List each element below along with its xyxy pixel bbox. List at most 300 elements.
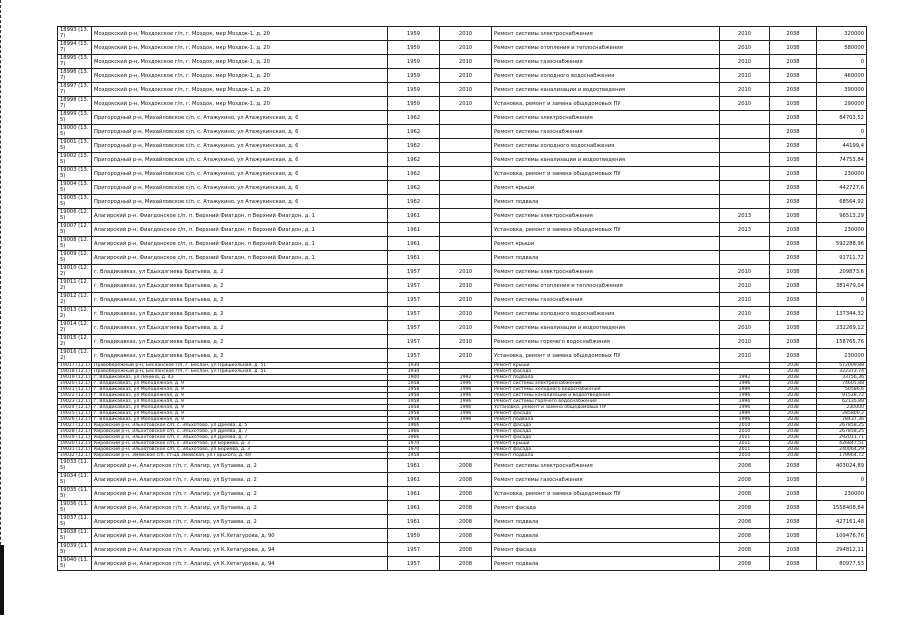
row-end-year: 2038 bbox=[770, 111, 817, 125]
row-year-built: 1957 bbox=[388, 543, 440, 557]
row-year-last-repair: 2008 bbox=[440, 487, 492, 501]
left-dashed-margin bbox=[0, 0, 1, 600]
row-start-year: 2008 bbox=[720, 487, 770, 501]
row-id: 19011 (12.2) bbox=[58, 279, 92, 293]
row-work-type: Ремонт системы электроснабжения bbox=[492, 381, 720, 387]
row-id: 19012 (12.2) bbox=[58, 293, 92, 307]
table-row bbox=[58, 473, 867, 487]
row-id: 19029 (12.1) bbox=[58, 435, 92, 441]
row-end-year: 2038 bbox=[770, 307, 817, 321]
row-year-built: 1966 bbox=[388, 435, 440, 441]
row-year-built: 1961 bbox=[388, 501, 440, 515]
row-year-last-repair bbox=[440, 139, 492, 153]
row-year-built: 1959 bbox=[388, 27, 440, 41]
row-year-built: 1970 bbox=[388, 441, 440, 447]
row-id: 19001 (13.5) bbox=[58, 139, 92, 153]
row-address: Алагирский р-н, Алагирское г/п, г. Алагир, ул Бутаева, д. 2 bbox=[92, 473, 388, 487]
row-start-year: 2008 bbox=[720, 515, 770, 529]
row-end-year: 2038 bbox=[770, 459, 817, 473]
row-start-year: 1996 bbox=[720, 381, 770, 387]
row-address: Кировский р-н, Эльхотовское с/п, с. Эльхотово, ул Бориева, д. 3 bbox=[92, 447, 388, 453]
row-work-type: Установка, ремонт и замена общедомовых ПУ bbox=[492, 349, 720, 363]
row-end-year: 2038 bbox=[770, 139, 817, 153]
row-end-year: 2038 bbox=[770, 423, 817, 429]
row-cost: 44199,4 bbox=[817, 139, 867, 153]
row-year-built: 1962 bbox=[388, 153, 440, 167]
row-id: 19026 (12.1) bbox=[58, 417, 92, 423]
row-end-year: 2038 bbox=[770, 399, 817, 405]
row-cost: 158765,76 bbox=[817, 335, 867, 349]
row-year-built: 1957 bbox=[388, 307, 440, 321]
row-address: Пригородный р-н, Михайловское с/п, с. Атажукино, ул Атажукинская, д. 6 bbox=[92, 195, 388, 209]
row-address: Пригородный р-н, Михайловское с/п, с. Атажукино, ул Атажукинская, д. 6 bbox=[92, 125, 388, 139]
table-row bbox=[58, 251, 867, 265]
row-start-year: 2010 bbox=[720, 55, 770, 69]
row-end-year: 2038 bbox=[770, 557, 817, 571]
row-start-year: 2010 bbox=[720, 69, 770, 83]
row-year-built: 1961 bbox=[388, 237, 440, 251]
row-year-last-repair: 1996 bbox=[440, 381, 492, 387]
row-address: Моздокский р-н, Моздокское г/п, г. Моздок, мкр Моздок-1, д. 20 bbox=[92, 27, 388, 41]
row-end-year: 2038 bbox=[770, 447, 817, 453]
row-id: 19018 (12.1) bbox=[58, 369, 92, 375]
row-year-built: 1970 bbox=[388, 447, 440, 453]
row-end-year: 2038 bbox=[770, 167, 817, 181]
row-year-last-repair: 2008 bbox=[440, 557, 492, 571]
row-year-last-repair: 2008 bbox=[440, 543, 492, 557]
row-end-year: 2038 bbox=[770, 393, 817, 399]
row-end-year: 2038 bbox=[770, 209, 817, 223]
row-start-year: 2010 bbox=[720, 453, 770, 459]
row-end-year: 2038 bbox=[770, 97, 817, 111]
row-address: Моздокский р-н, Моздокское г/п, г. Моздок, мкр Моздок-1, д. 20 bbox=[92, 55, 388, 69]
row-start-year bbox=[720, 139, 770, 153]
row-id: 18993 (13.7) bbox=[58, 27, 92, 41]
row-year-last-repair: 2010 bbox=[440, 307, 492, 321]
row-work-type: Ремонт фасада bbox=[492, 501, 720, 515]
table-row bbox=[58, 279, 867, 293]
row-id: 18999 (13.5) bbox=[58, 111, 92, 125]
row-start-year: 2011 bbox=[720, 435, 770, 441]
row-id: 19017 (12.1) bbox=[58, 363, 92, 369]
row-year-last-repair: 2010 bbox=[440, 279, 492, 293]
row-year-last-repair: 2010 bbox=[440, 41, 492, 55]
table-row bbox=[58, 381, 867, 387]
row-address: Кировский р-н, Эльхотовское с/п, с. Эльхотово, ул Дреева, д. 5 bbox=[92, 423, 388, 429]
row-year-last-repair bbox=[440, 195, 492, 209]
row-year-last-repair: 1996 bbox=[440, 399, 492, 405]
row-address: Пригородный р-н, Михайловское с/п, с. Атажукино, ул Атажукинская, д. 6 bbox=[92, 139, 388, 153]
row-year-last-repair: 2010 bbox=[440, 97, 492, 111]
row-year-last-repair: 2010 bbox=[440, 265, 492, 279]
row-id: 19010 (12.2) bbox=[58, 265, 92, 279]
row-address: Правобережный р-н, Бесланское г/п, г. Беслан, ул Пришкольная, д. 51 bbox=[92, 363, 388, 369]
table-row bbox=[58, 223, 867, 237]
row-year-last-repair: 2010 bbox=[440, 335, 492, 349]
table-row bbox=[58, 139, 867, 153]
row-cost: 267858,25 bbox=[817, 429, 867, 435]
row-work-type: Ремонт крыши bbox=[492, 363, 720, 369]
row-work-type: Ремонт системы газоснабжения bbox=[492, 125, 720, 139]
row-address: г. Владикавказ, ул Ленина, д. 43 bbox=[92, 375, 388, 381]
table-row bbox=[58, 349, 867, 363]
table-row bbox=[58, 501, 867, 515]
row-address: г. Владикавказ, ул Едыхдзгиева Братьева, д. 2 bbox=[92, 293, 388, 307]
table-row bbox=[58, 335, 867, 349]
row-cost: 267858,25 bbox=[817, 423, 867, 429]
row-start-year: 1996 bbox=[720, 399, 770, 405]
row-start-year bbox=[720, 111, 770, 125]
row-work-type: Ремонт системы электроснабжения bbox=[492, 265, 720, 279]
row-address: Моздокский р-н, Моздокское г/п, г. Моздок, мкр Моздок-1, д. 20 bbox=[92, 69, 388, 83]
row-work-type: Ремонт системы горячего водоснабжения bbox=[492, 335, 720, 349]
row-id: 19040 (11.5) bbox=[58, 557, 92, 571]
row-end-year: 2038 bbox=[770, 41, 817, 55]
row-end-year: 2038 bbox=[770, 387, 817, 393]
row-end-year: 2038 bbox=[770, 265, 817, 279]
row-work-type: Ремонт системы холодного водоснабжения bbox=[492, 69, 720, 83]
row-year-last-repair: 1996 bbox=[440, 417, 492, 423]
row-end-year: 2038 bbox=[770, 529, 817, 543]
row-cost: 592288,96 bbox=[817, 237, 867, 251]
row-work-type: Ремонт системы электроснабжения bbox=[492, 111, 720, 125]
row-address: Пригородный р-н, Михайловское с/п, с. Атажукино, ул Атажукинская, д. 6 bbox=[92, 111, 388, 125]
row-address: г. Владикавказ, ул Едыхдзгиева Братьева, д. 2 bbox=[92, 335, 388, 349]
row-year-last-repair: 2008 bbox=[440, 473, 492, 487]
row-work-type: Ремонт системы газоснабжения bbox=[492, 293, 720, 307]
row-address: г. Владикавказ, ул Молодежная, д. 9 bbox=[92, 381, 388, 387]
left-edge-mark bbox=[0, 545, 4, 615]
row-id: 19003 (13.5) bbox=[58, 167, 92, 181]
row-address: Алагирский р-н, Фиагдонское с/п, п. Верхний Фиагдон, п Верхний Фиагдон, д. 1 bbox=[92, 209, 388, 223]
row-end-year: 2038 bbox=[770, 279, 817, 293]
row-work-type: Ремонт фасада bbox=[492, 411, 720, 417]
row-address: г. Владикавказ, ул Молодежная, д. 9 bbox=[92, 405, 388, 411]
row-year-built: 1958 bbox=[388, 387, 440, 393]
row-end-year: 2038 bbox=[770, 27, 817, 41]
row-address: Алагирский р-н, Алагирское г/п, г. Алагир, ул К.Хетагурова, д. 94 bbox=[92, 557, 388, 571]
row-start-year: 2008 bbox=[720, 557, 770, 571]
table-row bbox=[58, 125, 867, 139]
row-cost: 285800,2 bbox=[817, 411, 867, 417]
row-year-last-repair: 1992 bbox=[440, 375, 492, 381]
row-work-type: Ремонт системы канализации и водоотведения bbox=[492, 153, 720, 167]
row-end-year: 2038 bbox=[770, 429, 817, 435]
row-year-built: 1966 bbox=[388, 423, 440, 429]
row-year-last-repair: 1996 bbox=[440, 387, 492, 393]
row-year-built: 1957 bbox=[388, 349, 440, 363]
row-work-type: Ремонт фасада bbox=[492, 429, 720, 435]
row-id: 18997 (13.7) bbox=[58, 83, 92, 97]
row-end-year: 2038 bbox=[770, 405, 817, 411]
row-start-year: 1992 bbox=[720, 375, 770, 381]
row-id: 19004 (13.5) bbox=[58, 181, 92, 195]
row-start-year bbox=[720, 195, 770, 209]
row-cost: 572009,88 bbox=[817, 363, 867, 369]
table-row bbox=[58, 209, 867, 223]
row-id: 19033 (11.5) bbox=[58, 459, 92, 473]
table-row bbox=[58, 405, 867, 411]
table-row bbox=[58, 97, 867, 111]
row-year-built: 1958 bbox=[388, 381, 440, 387]
row-end-year: 2038 bbox=[770, 441, 817, 447]
row-id: 19023 (12.1) bbox=[58, 399, 92, 405]
row-end-year: 2038 bbox=[770, 153, 817, 167]
row-start-year: 2008 bbox=[720, 543, 770, 557]
row-cost: 230000 bbox=[817, 349, 867, 363]
row-work-type: Ремонт системы электроснабжения bbox=[492, 209, 720, 223]
row-start-year bbox=[720, 237, 770, 251]
row-year-built: 1961 bbox=[388, 209, 440, 223]
row-year-built: 1962 bbox=[388, 195, 440, 209]
row-start-year: 2008 bbox=[720, 459, 770, 473]
row-cost: 292011,71 bbox=[817, 435, 867, 441]
row-id: 19016 (12.2) bbox=[58, 349, 92, 363]
row-end-year: 2038 bbox=[770, 435, 817, 441]
row-work-type: Ремонт системы отопления и теплоснабжения bbox=[492, 41, 720, 55]
table-row bbox=[58, 181, 867, 195]
row-start-year: 2010 bbox=[720, 423, 770, 429]
row-start-year bbox=[720, 251, 770, 265]
row-address: Пригородный р-н, Михайловское с/п, с. Атажукино, ул Атажукинская, д. 6 bbox=[92, 153, 388, 167]
row-start-year bbox=[720, 181, 770, 195]
row-year-last-repair bbox=[440, 181, 492, 195]
table-row bbox=[58, 417, 867, 423]
row-end-year: 2038 bbox=[770, 69, 817, 83]
row-address: г. Владикавказ, ул Едыхдзгиева Братьева, д. 2 bbox=[92, 349, 388, 363]
row-cost: 78437,36 bbox=[817, 417, 867, 423]
row-cost: 137344,32 bbox=[817, 307, 867, 321]
row-start-year: 2008 bbox=[720, 529, 770, 543]
table-row bbox=[58, 195, 867, 209]
row-cost: 322373,74 bbox=[817, 369, 867, 375]
row-id: 19000 (13.5) bbox=[58, 125, 92, 139]
row-start-year: 1996 bbox=[720, 387, 770, 393]
row-cost: 179964,72 bbox=[817, 453, 867, 459]
row-cost: 50586,6 bbox=[817, 387, 867, 393]
row-year-last-repair: 2010 bbox=[440, 349, 492, 363]
row-address: г. Владикавказ, ул Едыхдзгиева Братьева, д. 2 bbox=[92, 321, 388, 335]
row-year-last-repair bbox=[440, 111, 492, 125]
row-year-built: 1958 bbox=[388, 393, 440, 399]
row-start-year: 2010 bbox=[720, 279, 770, 293]
row-cost: 381479,04 bbox=[817, 279, 867, 293]
table-row bbox=[58, 69, 867, 83]
row-year-built: 1961 bbox=[388, 515, 440, 529]
row-work-type: Ремонт системы газоснабжения bbox=[492, 55, 720, 69]
row-cost: 580000 bbox=[817, 41, 867, 55]
row-id: 19035 (11.5) bbox=[58, 487, 92, 501]
table-row bbox=[58, 237, 867, 251]
row-work-type: Ремонт подвала bbox=[492, 375, 720, 381]
row-id: 19019 (12.1) bbox=[58, 375, 92, 381]
row-work-type: Ремонт подвала bbox=[492, 453, 720, 459]
row-work-type: Установка, ремонт и замена общедомовых ПУ bbox=[492, 223, 720, 237]
table-row bbox=[58, 111, 867, 125]
row-start-year: 2010 bbox=[720, 321, 770, 335]
row-address: Алагирский р-н, Алагирское г/п, г. Алагир, ул Бутаева, д. 2 bbox=[92, 501, 388, 515]
row-end-year: 2038 bbox=[770, 293, 817, 307]
row-year-last-repair: 2008 bbox=[440, 501, 492, 515]
row-cost: 74605,88 bbox=[817, 381, 867, 387]
row-address: г. Владикавказ, ул Молодежная, д. 9 bbox=[92, 399, 388, 405]
row-work-type: Ремонт фасада bbox=[492, 369, 720, 375]
row-year-built: 1962 bbox=[388, 125, 440, 139]
row-year-last-repair: 2010 bbox=[440, 83, 492, 97]
row-year-built: 1900 bbox=[388, 375, 440, 381]
row-address: Алагирский р-н, Алагирское г/п, г. Алагир, ул Бутаева, д. 2 bbox=[92, 459, 388, 473]
row-cost: 0 bbox=[817, 293, 867, 307]
row-end-year: 2038 bbox=[770, 335, 817, 349]
row-cost: 109476,76 bbox=[817, 529, 867, 543]
row-id: 19015 (12.2) bbox=[58, 335, 92, 349]
row-id: 19030 (12.1) bbox=[58, 441, 92, 447]
row-end-year: 2038 bbox=[770, 501, 817, 515]
row-id: 19008 (12.5) bbox=[58, 237, 92, 251]
table-row bbox=[58, 487, 867, 501]
row-year-built: 1961 bbox=[388, 487, 440, 501]
row-id: 19031 (12.1) bbox=[58, 447, 92, 453]
row-year-last-repair bbox=[440, 223, 492, 237]
row-address: Кировский р-н, Эльхотовское с/п, с. Эльхотово, ул Дреева, д. 7 bbox=[92, 429, 388, 435]
row-end-year: 2038 bbox=[770, 237, 817, 251]
row-work-type: Ремонт системы канализации и водоотведения bbox=[492, 393, 720, 399]
table-row bbox=[58, 529, 867, 543]
table-row bbox=[58, 411, 867, 417]
row-address: г. Владикавказ, ул Едыхдзгиева Братьева, д. 2 bbox=[92, 307, 388, 321]
row-year-last-repair: 2010 bbox=[440, 69, 492, 83]
row-start-year: 2011 bbox=[720, 441, 770, 447]
row-cost: 62135,88 bbox=[817, 399, 867, 405]
table-row bbox=[58, 557, 867, 571]
row-year-last-repair: 2008 bbox=[440, 459, 492, 473]
row-year-built: 1957 bbox=[388, 293, 440, 307]
row-id: 18995 (13.7) bbox=[58, 55, 92, 69]
row-year-built: 1962 bbox=[388, 111, 440, 125]
row-year-built: 1930 bbox=[388, 363, 440, 369]
table-row bbox=[58, 321, 867, 335]
row-id: 18994 (13.7) bbox=[58, 41, 92, 55]
row-cost: 403024,89 bbox=[817, 459, 867, 473]
row-year-last-repair: 2010 bbox=[440, 55, 492, 69]
row-work-type: Ремонт системы газоснабжения bbox=[492, 473, 720, 487]
row-year-built: 1961 bbox=[388, 223, 440, 237]
row-year-last-repair: 1996 bbox=[440, 411, 492, 417]
row-end-year: 2038 bbox=[770, 125, 817, 139]
row-address: Кировский р-н, Эльхотовское с/п, с. Эльхотово, ул Бориева, д. 3 bbox=[92, 441, 388, 447]
row-address: Алагирский р-н, Фиагдонское с/п, п. Верхний Фиагдон, п Верхний Фиагдон, д. 1 bbox=[92, 237, 388, 251]
row-id: 19007 (12.5) bbox=[58, 223, 92, 237]
row-year-last-repair bbox=[440, 237, 492, 251]
row-cost: 91528,72 bbox=[817, 393, 867, 399]
row-id: 19020 (12.1) bbox=[58, 381, 92, 387]
row-start-year: 2008 bbox=[720, 473, 770, 487]
row-year-last-repair bbox=[440, 251, 492, 265]
row-start-year: 2010 bbox=[720, 41, 770, 55]
row-start-year bbox=[720, 125, 770, 139]
row-id: 19002 (13.5) bbox=[58, 153, 92, 167]
row-address: г. Владикавказ, ул Едыхдзгиева Братьева, д. 2 bbox=[92, 279, 388, 293]
row-id: 19021 (12.1) bbox=[58, 387, 92, 393]
table-row bbox=[58, 27, 867, 41]
row-work-type: Ремонт крыши bbox=[492, 181, 720, 195]
row-start-year: 1996 bbox=[720, 393, 770, 399]
row-id: 19036 (11.5) bbox=[58, 501, 92, 515]
row-year-built: 1961 bbox=[388, 473, 440, 487]
table-row bbox=[58, 543, 867, 557]
row-work-type: Ремонт подвала bbox=[492, 529, 720, 543]
row-cost: 232269,12 bbox=[817, 321, 867, 335]
row-year-built: 1961 bbox=[388, 251, 440, 265]
row-year-built: 1962 bbox=[388, 181, 440, 195]
row-id: 19005 (13.5) bbox=[58, 195, 92, 209]
row-id: 18998 (13.7) bbox=[58, 97, 92, 111]
row-year-last-repair bbox=[440, 209, 492, 223]
row-year-built: 1958 bbox=[388, 399, 440, 405]
table-row bbox=[58, 153, 867, 167]
row-id: 19024 (12.1) bbox=[58, 405, 92, 411]
row-end-year: 2038 bbox=[770, 55, 817, 69]
row-year-built: 1962 bbox=[388, 139, 440, 153]
row-year-built: 1957 bbox=[388, 557, 440, 571]
row-work-type: Ремонт системы канализации и водоотведения bbox=[492, 83, 720, 97]
row-start-year: 2010 bbox=[720, 335, 770, 349]
row-year-built: 1958 bbox=[388, 411, 440, 417]
row-year-built: 1958 bbox=[388, 453, 440, 459]
row-year-built: 1966 bbox=[388, 429, 440, 435]
row-year-last-repair: 1996 bbox=[440, 405, 492, 411]
row-start-year: 2010 bbox=[720, 349, 770, 363]
row-work-type: Ремонт системы отопления и теплоснабжения bbox=[492, 279, 720, 293]
row-year-built: 1959 bbox=[388, 41, 440, 55]
row-year-last-repair bbox=[440, 153, 492, 167]
row-work-type: Ремонт системы холодного водоснабжения bbox=[492, 387, 720, 393]
row-end-year: 2038 bbox=[770, 195, 817, 209]
row-end-year: 2038 bbox=[770, 473, 817, 487]
row-year-built: 1962 bbox=[388, 167, 440, 181]
row-year-built: 1957 bbox=[388, 335, 440, 349]
row-end-year: 2038 bbox=[770, 83, 817, 97]
row-id: 19032 (12.1) bbox=[58, 453, 92, 459]
row-start-year bbox=[720, 153, 770, 167]
row-cost: 96513,29 bbox=[817, 209, 867, 223]
row-start-year: 2013 bbox=[720, 223, 770, 237]
row-work-type: Ремонт системы электроснабжения bbox=[492, 27, 720, 41]
row-work-type: Ремонт системы электроснабжения bbox=[492, 459, 720, 473]
row-address: г. Владикавказ, ул Молодежная, д. 9 bbox=[92, 387, 388, 393]
row-work-type: Установка, ремонт и замена общедомовых ПУ bbox=[492, 167, 720, 181]
row-cost: 320000 bbox=[817, 27, 867, 41]
row-year-built: 1959 bbox=[388, 83, 440, 97]
row-cost: 230000 bbox=[817, 167, 867, 181]
row-start-year: 2011 bbox=[720, 447, 770, 453]
row-work-type: Ремонт крыши bbox=[492, 237, 720, 251]
table-row bbox=[58, 83, 867, 97]
row-work-type: Ремонт фасада bbox=[492, 447, 720, 453]
table-row bbox=[58, 459, 867, 473]
row-address: Алагирский р-н, Фиагдонское с/п, п. Верхний Фиагдон, п Верхний Фиагдон, д. 1 bbox=[92, 251, 388, 265]
row-address: г. Владикавказ, ул Молодежная, д. 9 bbox=[92, 411, 388, 417]
row-end-year: 2038 bbox=[770, 251, 817, 265]
row-end-year: 2038 bbox=[770, 375, 817, 381]
row-start-year: 1996 bbox=[720, 405, 770, 411]
row-cost: 230000 bbox=[817, 405, 867, 411]
row-end-year: 2038 bbox=[770, 181, 817, 195]
row-year-last-repair: 2010 bbox=[440, 27, 492, 41]
row-year-built: 1957 bbox=[388, 265, 440, 279]
row-end-year: 2038 bbox=[770, 417, 817, 423]
row-end-year: 2038 bbox=[770, 223, 817, 237]
